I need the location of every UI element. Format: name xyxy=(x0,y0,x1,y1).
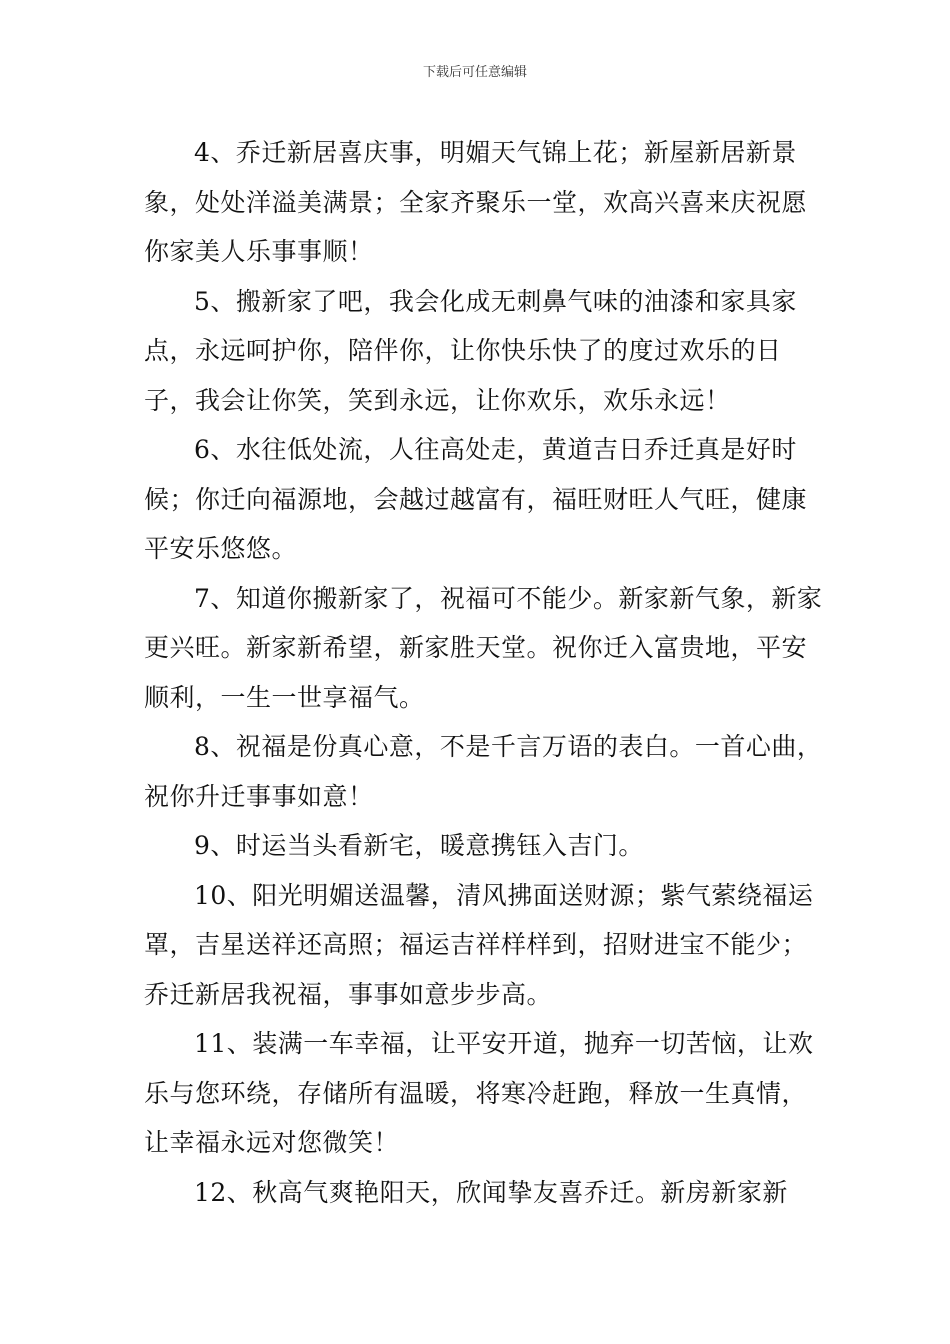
paragraph-4: 4、乔迁新居喜庆事，明媚天气锦上花；新屋新居新景象，处处洋溢美满景；全家齐聚乐一堂，欢高兴喜来庆祝愿你家美人乐事事顺！ xyxy=(144,138,808,266)
document-body xyxy=(144,128,824,1217)
paragraph-10: 10、阳光明媚送温馨，清风拂面送财源；紫气萦绕福运罩，吉星送祥还高照；福运吉祥样样到，招财进宝不能少；乔迁新居我祝福，事事如意步步高。 xyxy=(144,880,814,1009)
paragraph-7: 7、知道你搬新家了，祝福可不能少。新家新气象，新家更兴旺。新家新希望，新家胜天堂。祝你迁入富贵地，平安顺利，一生一世享福气。 xyxy=(144,583,823,712)
paragraph-8: 8、祝福是份真心意，不是千言万语的表白。一首心曲，祝你升迁事事如意！ xyxy=(144,732,823,811)
paragraph-11: 11、装满一车幸福，让平安开道，抛弃一切苦恼，让欢乐与您环绕，存储所有温暖，将寒冷赶跑，释放一生真情，让幸福永远对您微笑！ xyxy=(144,1029,814,1157)
paragraph-12: 12、秋高气爽艳阳天，欣闻挚友喜乔迁。新房新家新 xyxy=(194,1177,788,1207)
paragraph-9: 9、时运当头看新宅，暖意携钰入吉门。 xyxy=(194,831,644,860)
paragraph-6: 6、水往低处流，人往高处走，黄道吉日乔迁真是好时候；你迁向福源地，会越过越富有，福旺财旺人气旺，健康平安乐悠悠。 xyxy=(144,435,808,563)
paragraph-5: 5、搬新家了吧，我会化成无刺鼻气味的油漆和家具家点，永远呵护你，陪伴你，让你快乐快了的度过欢乐的日子，我会让你笑，笑到永远，让你欢乐，欢乐永远！ xyxy=(144,286,797,415)
page-header: 下载后可任意编辑 xyxy=(422,65,527,80)
